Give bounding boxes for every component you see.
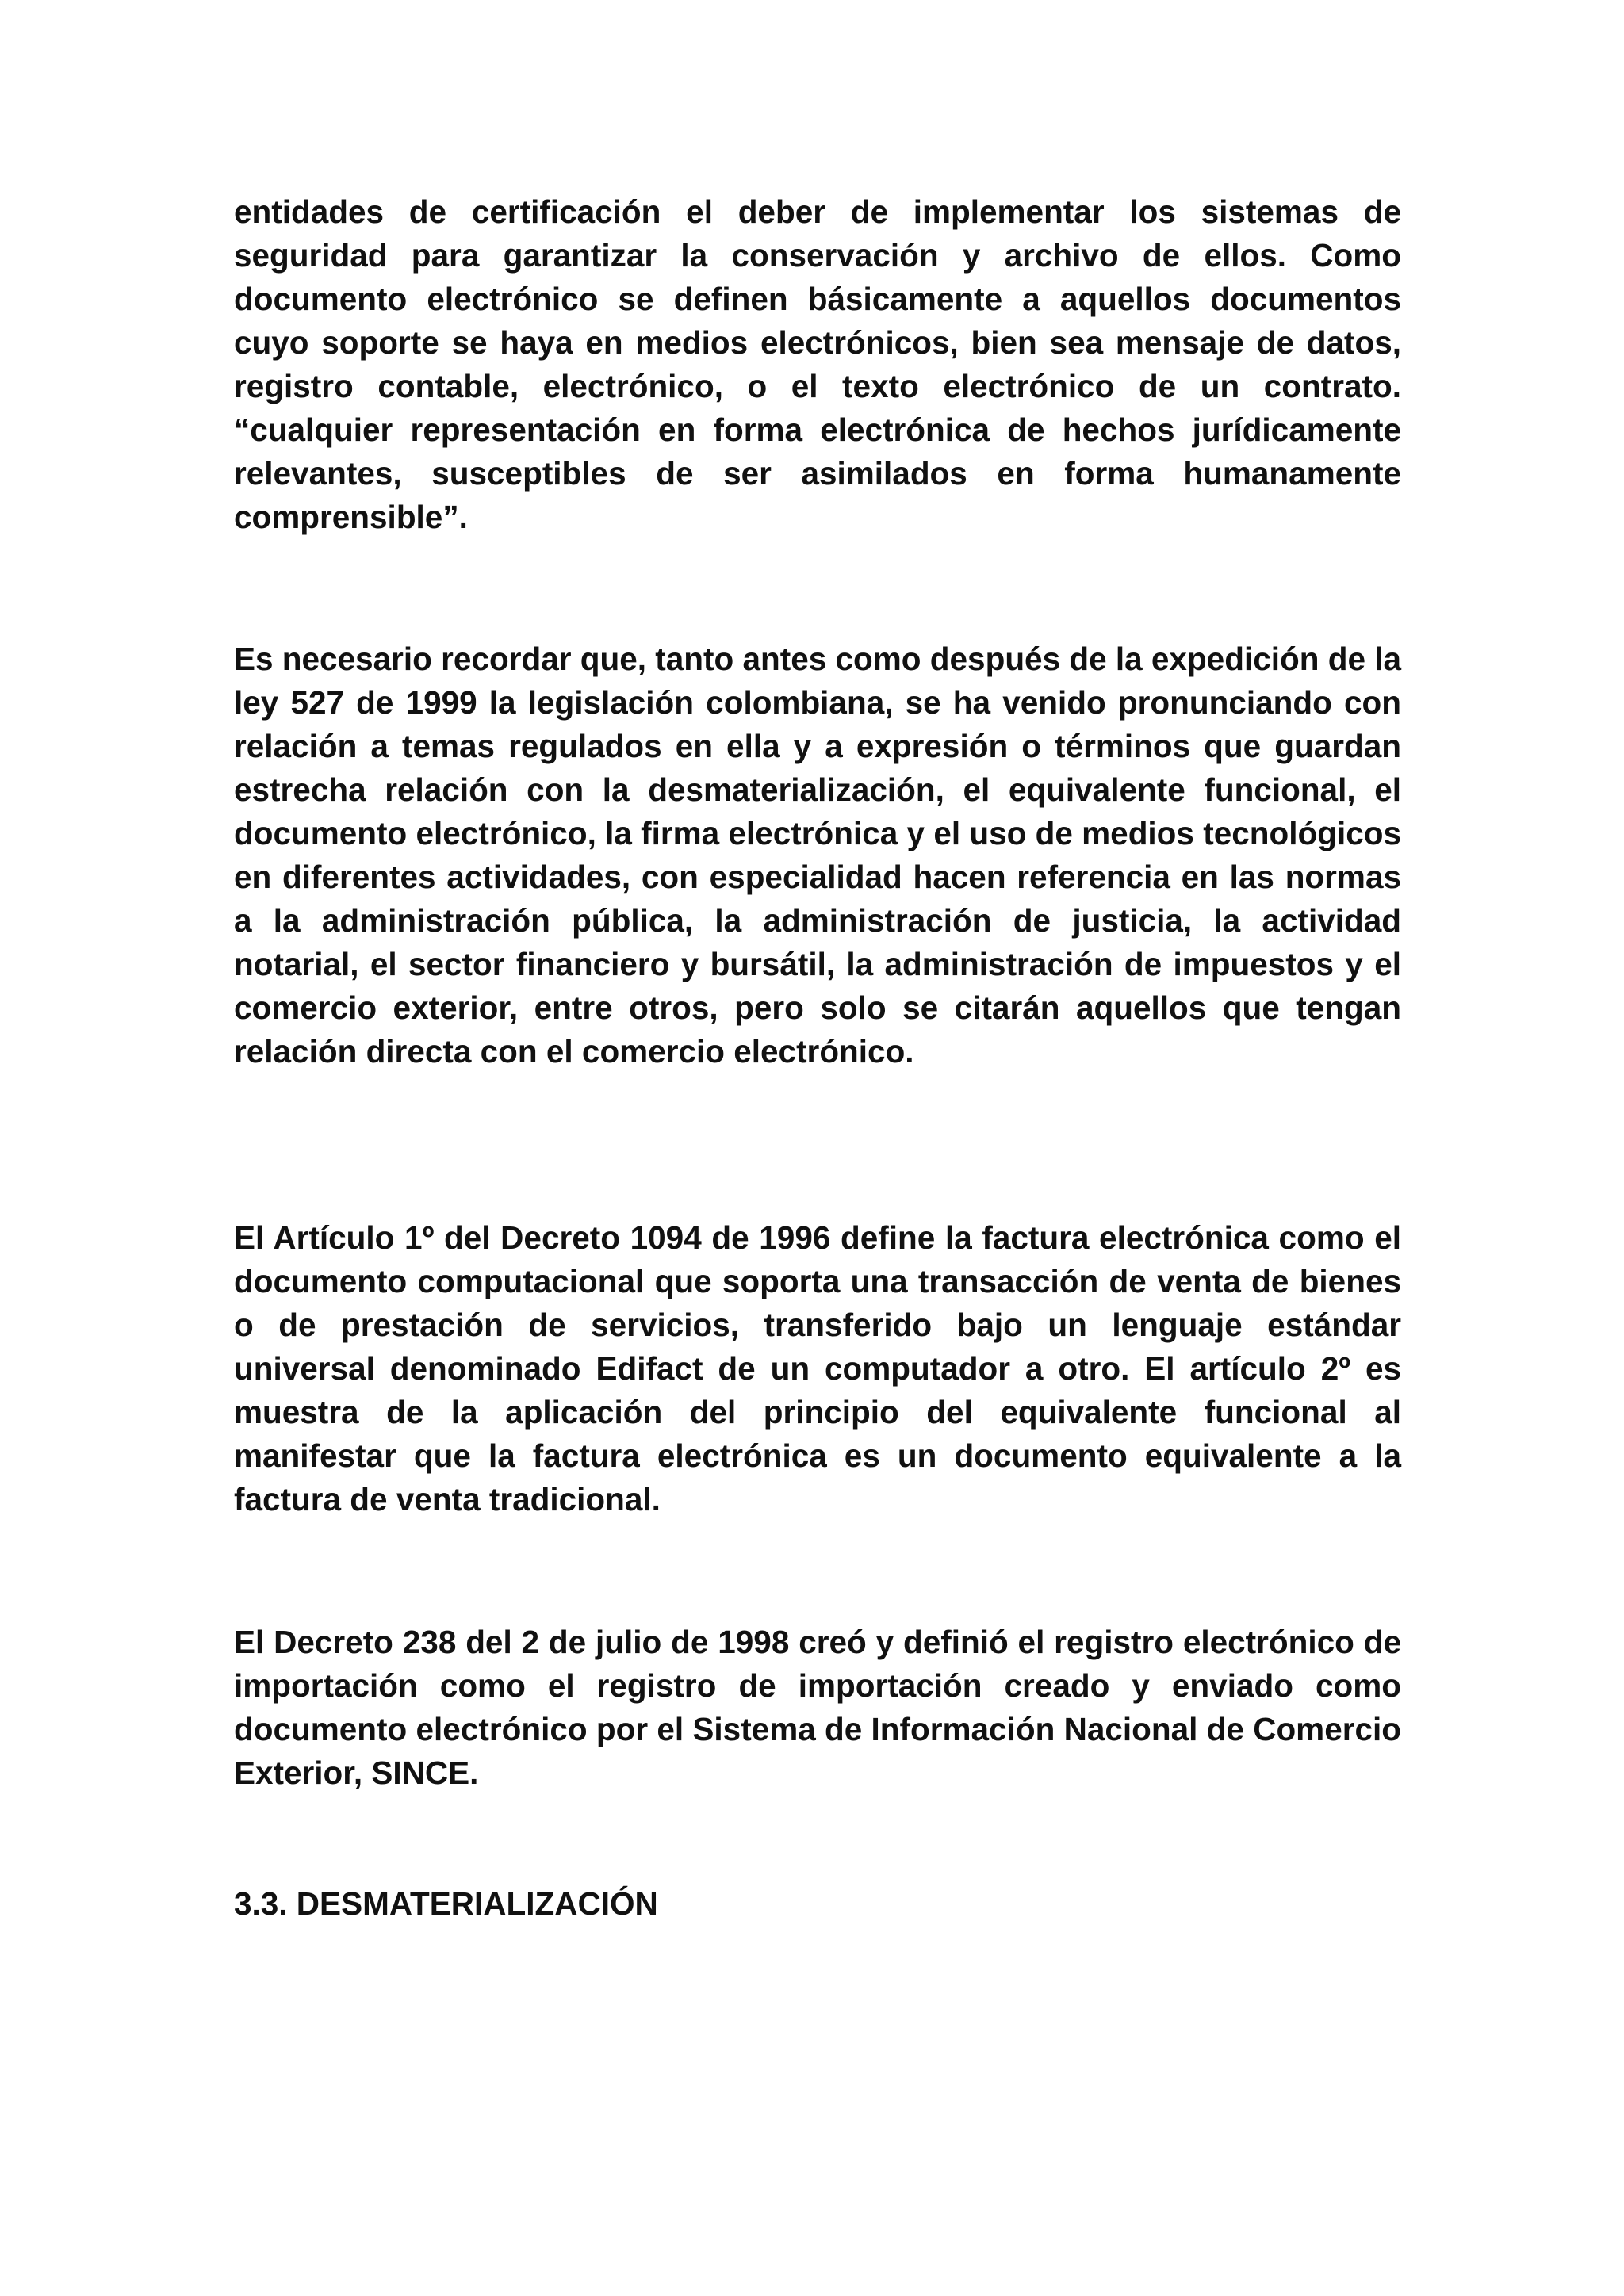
paragraph-factura-electronica: El Artículo 1º del Decreto 1094 de 1996 define la factura electrónica como el documento computacional que soporta una transacción de venta de bienes o de prestación de servicios, transferido bajo un lenguaje estándar universal denominado Edifact de un computador a otro. El artículo 2º es muestra de la aplicación del principio del equivalente funcional al manifestar que la factura electrónica es un documento equivalente a la factura de venta tradicional. xyxy=(234,1219,1401,1517)
paragraph-registro-importacion: El Decreto 238 del 2 de julio de 1998 creó y definió el registro electrónico de importación como el registro de importación creado y enviado como documento electrónico por el Sistema de Información Nacional de Comercio Exterior, SINCE. xyxy=(234,1624,1401,1791)
paragraph-document-electronico: entidades de certificación el deber de implementar los sistemas de seguridad para garantizar la conservación y archivo de ellos. Como documento electrónico se definen básicamente a aquellos documentos cuyo soporte se haya en medios electrónicos, bien sea mensaje de datos, registro contable, electrónico, o el texto electrónico de un contrato. “cualquier representación en forma electrónica de hechos jurídicamente relevantes, susceptibles de ser asimilados en forma humanamente comprensible”. xyxy=(234,193,1401,535)
section-heading: 3.3. DESMATERIALIZACIÓN xyxy=(234,1885,658,1922)
paragraph-legislacion-colombiana: Es necesario recordar que, tanto antes como después de la expedición de la ley 527 de 1999 la legislación colombiana, se ha venido pronunciando con relación a temas regulados en ella y a expresión o términos que guardan estrecha relación con la desmaterialización, el equivalente funcional, el documento electrónico, la firma electrónica y el uso de medios tecnológicos en diferentes actividades, con especialidad hacen referencia en las normas a la administración pública, la administración de justicia, la actividad notarial, el sector financiero y bursátil, la administración de impuestos y el comercio exterior, entre otros, pero solo se citarán aquellos que tengan relación directa con el comercio electrónico. xyxy=(234,641,1402,1070)
